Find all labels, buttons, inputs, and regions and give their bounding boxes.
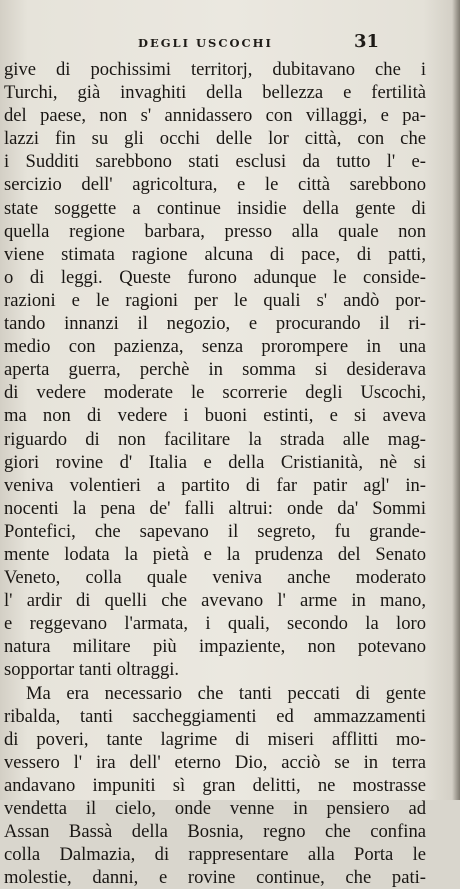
page-gutter-shadow bbox=[452, 0, 460, 800]
running-head: DEGLI USCOCHI bbox=[138, 36, 273, 50]
text-line: tando innanzi il negozio, e procurando il ri- bbox=[4, 313, 426, 335]
text-line: Pontefici, che sapevano il segreto, fu grande- bbox=[4, 520, 426, 542]
text-line: l' ardir di quelli che avevano l' arme in mano, bbox=[4, 590, 426, 612]
text-line: ribalda, tanti saccheggiamenti ed ammazzamenti bbox=[4, 705, 426, 727]
text-line: medio con pazienza, senza prorompere in una bbox=[4, 336, 426, 358]
text-line: viene stimata ragione alcuna di pace, di patti, bbox=[4, 243, 426, 265]
text-line: del paese, non s' annidassero con villaggi, e pa- bbox=[4, 105, 426, 127]
text-line: razioni e le ragioni per le quali s' andò por- bbox=[4, 289, 426, 311]
text-line: sercizio dell' agricoltura, e le città sarebbono bbox=[4, 174, 426, 196]
body-text bbox=[4, 58, 426, 889]
text-line: colla Dalmazia, di rappresentare alla Porta le bbox=[4, 844, 426, 866]
text-line: nocenti la pena de' falli altrui: onde da' Sommi bbox=[4, 497, 426, 519]
text-line: Veneto, colla quale veniva anche moderato bbox=[4, 567, 426, 589]
text-line: di vedere moderate le scorrerie degli Uscochi, bbox=[4, 382, 426, 404]
page-number: 31 bbox=[354, 31, 380, 52]
text-line: e reggevano l'armata, i quali, secondo la loro bbox=[4, 613, 426, 635]
text-line: natura militare più impaziente, non potevano bbox=[4, 636, 426, 658]
text-line: quella regione barbara, presso alla quale non bbox=[4, 220, 426, 242]
text-line: molestie, danni, e rovine continue, che pati- bbox=[4, 867, 426, 889]
text-line: ma non di vedere i buoni estinti, e si aveva bbox=[4, 405, 426, 427]
text-line-paragraph-start: Ma era necessario che tanti peccati di gente bbox=[26, 682, 426, 704]
page-header bbox=[0, 31, 460, 56]
text-line: aperta guerra, perchè in somma si desiderava bbox=[4, 359, 426, 381]
text-line: giori rovine d' Italia e della Cristianità, nè si bbox=[4, 451, 426, 473]
text-line: Turchi, già invaghiti della bellezza e fertilità bbox=[4, 82, 426, 104]
text-line-paragraph-end: sopportar tanti oltraggi. bbox=[4, 659, 180, 681]
text-line: lazzi fin su gli occhi delle lor città, con che bbox=[4, 128, 426, 150]
text-line: vessero l' ira dell' eterno Dio, acciò se in terra bbox=[4, 751, 426, 773]
text-line: mente lodata la pietà e la prudenza del Senato bbox=[4, 543, 426, 565]
text-line: Assan Bassà della Bosnia, regno che confina bbox=[4, 821, 426, 843]
text-line: i Sudditi sarebbono stati esclusi da tutto l' e- bbox=[4, 151, 426, 173]
text-line: veniva volentieri a partito di far patir agl' in- bbox=[4, 474, 426, 496]
text-line: o di leggi. Queste furono adunque le conside- bbox=[4, 266, 426, 288]
text-line: state soggette a continue insidie della gente di bbox=[4, 197, 426, 219]
text-line: di poveri, tante lagrime di miseri afflitti mo- bbox=[4, 728, 426, 750]
text-line: riguardo di non facilitare la strada alle mag- bbox=[4, 428, 426, 450]
text-line: give di pochissimi territorj, dubitavano che i bbox=[4, 59, 426, 80]
text-line: vendetta il cielo, onde venne in pensiero ad bbox=[4, 798, 426, 819]
text-line: andavano impuniti sì gran delitti, ne mostrasse bbox=[4, 774, 426, 796]
